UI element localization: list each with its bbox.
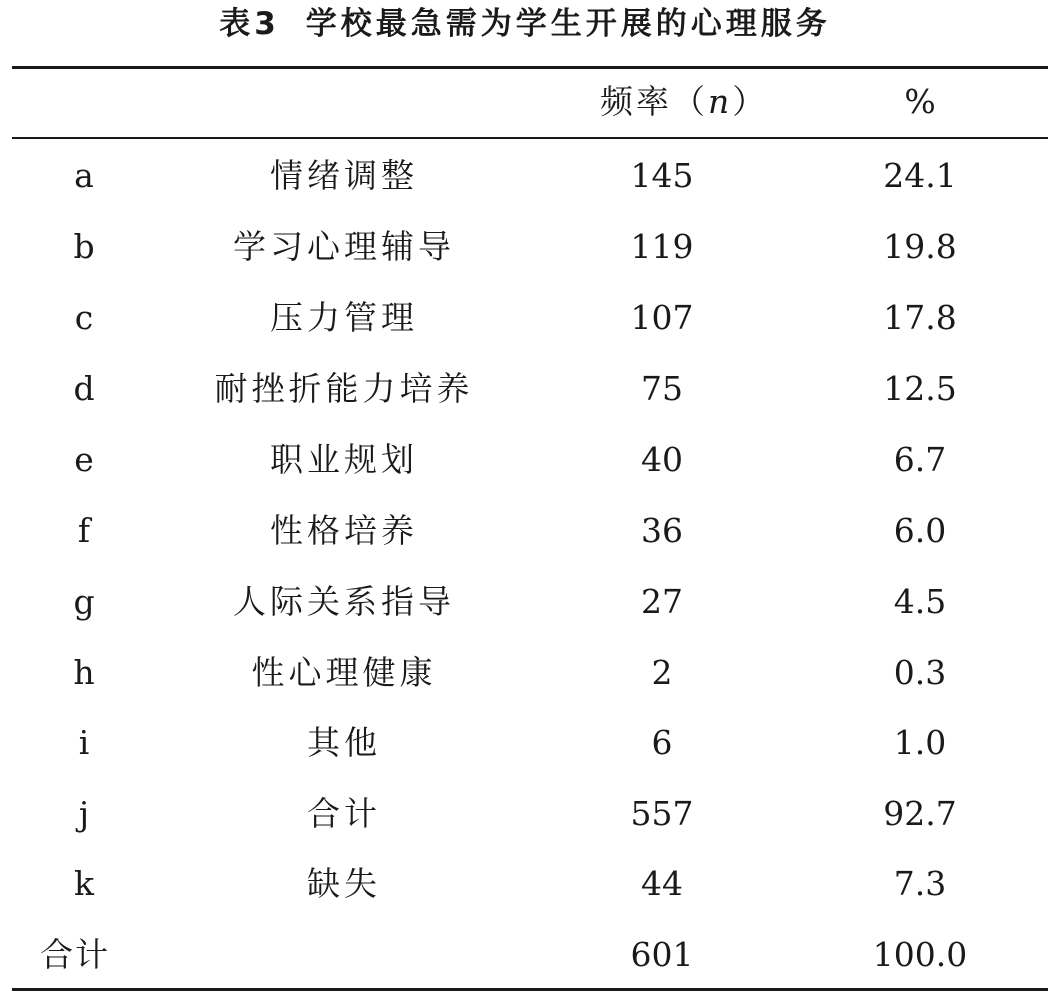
row-percent: 6.7 [893,440,947,479]
row-percent: 0.3 [893,653,947,692]
table-row [0,425,1050,495]
row-key: h [73,653,95,692]
total-row [0,920,1050,990]
row-key: b [73,227,95,266]
table-row [0,141,1050,211]
table-row [0,354,1050,424]
header-rule [12,137,1048,139]
row-key: a [74,156,94,195]
table-header-row [0,67,1050,137]
row-percent: 4.5 [893,582,947,621]
row-item: 学习心理辅导 [233,227,455,266]
row-frequency: 107 [630,298,694,337]
row-frequency: 2 [651,653,673,692]
row-key: c [74,298,94,337]
row-item: 耐挫折能力培养 [214,369,474,408]
row-percent: 7.3 [893,864,947,903]
table-title-text: 学校最急需为学生开展的心理服务 [305,6,831,42]
table-row [0,638,1050,708]
header-percent: % [904,82,936,121]
table-row [0,779,1050,849]
row-frequency: 119 [630,227,694,266]
row-frequency: 40 [641,440,683,479]
row-frequency: 75 [641,369,683,408]
table-title [0,0,1050,48]
row-key: j [78,794,90,833]
row-key: f [77,511,91,550]
row-key: d [73,369,95,408]
row-percent: 1.0 [893,723,947,762]
header-frequency-label: 频率 [600,82,672,121]
header-paren-open: （ [672,82,708,121]
row-key: i [78,723,90,762]
header-paren-close: ） [732,82,769,121]
row-item: 压力管理 [270,298,418,337]
row-frequency: 27 [641,582,683,621]
row-frequency: 6 [651,723,673,762]
table-row [0,212,1050,282]
row-key: g [73,582,95,621]
row-frequency: 44 [641,864,683,903]
row-key: e [74,440,94,479]
row-item: 情绪调整 [270,156,418,195]
row-item: 性心理健康 [251,653,437,692]
row-percent: 6.0 [893,511,947,550]
table-number: 表3 [219,6,280,42]
row-frequency: 557 [630,794,694,833]
table-row [0,849,1050,919]
row-item: 合计 [307,794,381,833]
row-item: 性格培养 [270,511,418,550]
table-row [0,283,1050,353]
row-percent: 17.8 [883,298,957,337]
row-percent: 92.7 [883,794,957,833]
total-frequency: 601 [630,935,694,974]
table-row [0,567,1050,637]
bottom-rule [12,988,1048,991]
header-unit-n: n [708,82,733,121]
total-label: 合计 [40,935,110,974]
row-percent: 19.8 [883,227,957,266]
row-percent: 12.5 [883,369,957,408]
row-key: k [74,864,94,903]
row-item: 缺失 [307,864,381,903]
row-percent: 24.1 [883,156,957,195]
row-frequency: 36 [641,511,683,550]
header-frequency [600,67,769,137]
row-item: 人际关系指导 [233,582,455,621]
total-percent: 100.0 [872,935,968,974]
table-row [0,708,1050,778]
table-row [0,496,1050,566]
row-frequency: 145 [630,156,694,195]
row-item: 其他 [307,723,381,762]
row-item: 职业规划 [270,440,418,479]
